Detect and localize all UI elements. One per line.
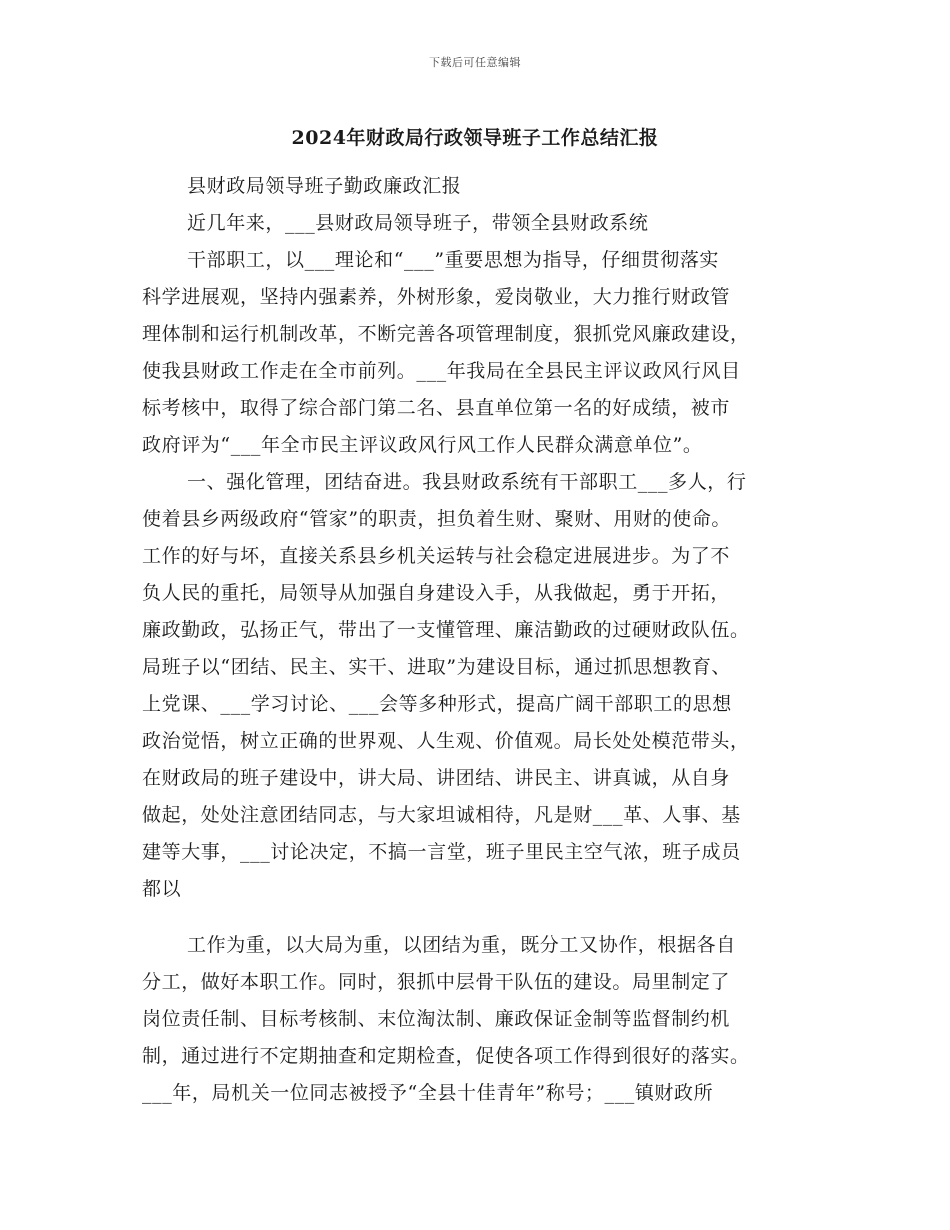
text-line: 制，通过进行不定期抽查和定期检查，促使各项工作得到很好的落实。	[142, 1045, 750, 1067]
text-line: 廉政勤政，弘扬正气，带出了一支懂管理、廉洁勤政的过硬财政队伍。	[142, 619, 750, 641]
document-body	[142, 168, 822, 1112]
text-line: 科学进展观，坚持内强素养，外树形象，爱岗敬业，大力推行财政管	[142, 286, 731, 308]
text-line: 在财政局的班子建设中，讲大局、讲团结、讲民主、讲真诚，从自身	[142, 767, 731, 789]
text-line: 使我县财政工作走在全市前列。___年我局在全县民主评议政风行风目	[142, 360, 741, 382]
text-line: 上党课、___学习讨论、___会等多种形式，提高广阔干部职工的思想	[142, 693, 732, 715]
text-line: 都以	[142, 878, 182, 900]
text-line: 干部职工，以___理论和“___”重要思想为指导，仔细贯彻落实	[187, 249, 720, 271]
header-note: 下载后可任意编辑	[429, 56, 521, 69]
text-line: 政府评为“___年全市民主评议政风行风工作人民群众满意单位”。	[142, 434, 703, 456]
text-line: 县财政局领导班子勤政廉政汇报	[187, 175, 462, 197]
document-title: 2024年财政局行政领导班子工作总结汇报	[291, 127, 659, 149]
text-line: 政治觉悟，树立正确的世界观、人生观、价值观。局长处处模范带头，	[142, 730, 750, 752]
text-line: 局班子以“团结、民主、实干、进取”为建设目标，通过抓思想教育、	[142, 656, 732, 678]
text-line: 工作的好与坏，直接关系县乡机关运转与社会稳定进展进步。为了不	[142, 545, 731, 567]
paragraph-block-1	[142, 168, 822, 908]
text-line: 负人民的重托，局领导从加强自身建设入手，从我做起，勇于开拓，	[142, 582, 731, 604]
paragraph-block-2	[142, 927, 822, 1112]
text-line: 做起，处处注意团结同志，与大家坦诚相待，凡是财___革、人事、基	[142, 804, 741, 826]
text-line: 理体制和运行机制改革，不断完善各项管理制度，狠抓党风廉政建设，	[142, 323, 750, 345]
text-line: 建等大事，___讨论决定，不搞一言堂，班子里民主空气浓，班子成员	[142, 841, 741, 863]
text-line: 分工，做好本职工作。同时，狠抓中层骨干队伍的建设。局里制定了	[142, 971, 731, 993]
text-line: 工作为重，以大局为重，以团结为重，既分工又协作，根据各自	[187, 934, 736, 956]
text-line: 一、强化管理，团结奋进。我县财政系统有干部职工___多人，行	[187, 471, 747, 493]
text-line: 使着县乡两级政府“管家”的职责，担负着生财、聚财、用财的使命。	[142, 508, 732, 530]
text-line: 岗位责任制、目标考核制、末位淘汰制、廉政保证金制等监督制约机	[142, 1008, 731, 1030]
text-line: 标考核中，取得了综合部门第二名、县直单位第一名的好成绩，被市	[142, 397, 731, 419]
paragraph-gap	[142, 908, 822, 927]
text-line: 近几年来，___县财政局领导班子，带领全县财政系统	[187, 212, 649, 234]
text-line: ___年，局机关一位同志被授予“全县十佳青年”称号；___镇财政所	[142, 1082, 714, 1104]
